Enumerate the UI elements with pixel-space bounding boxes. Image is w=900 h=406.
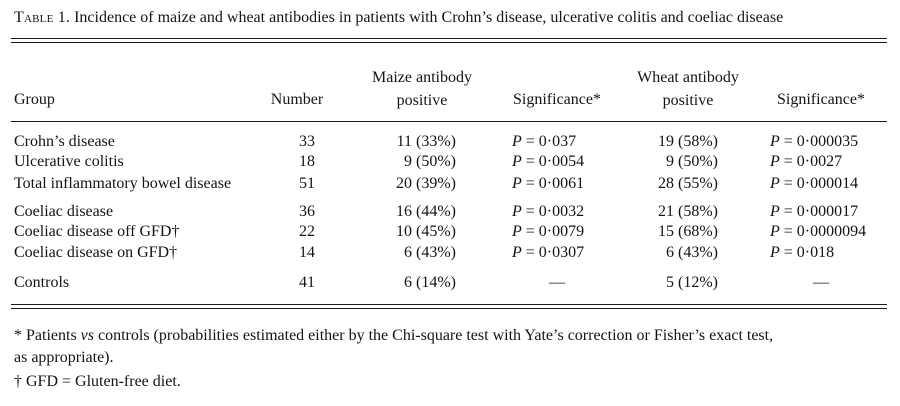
- p-symbol: P: [512, 244, 522, 261]
- cell-wheat-significance: [770, 243, 834, 263]
- cell-maize: 6 (14%): [404, 274, 456, 291]
- p-symbol: P: [770, 223, 780, 240]
- header-group: Group: [14, 91, 55, 108]
- p-symbol: P: [770, 133, 780, 150]
- footnote-significance-line2: as appropriate).: [14, 349, 114, 366]
- p-value: = 0·000035: [783, 133, 859, 150]
- cell-maize-significance: [512, 202, 584, 222]
- table-row: [0, 243, 900, 263]
- p-value: = 0·0027: [783, 153, 843, 170]
- bottom-rule: [11, 304, 887, 305]
- footnote-gfd: † GFD = Gluten-free diet.: [14, 373, 181, 390]
- p-value: = 0·018: [783, 244, 835, 261]
- header-maize-line2: positive: [396, 92, 448, 109]
- cell-maize-significance: [512, 152, 584, 172]
- cell-wheat-significance: [770, 202, 858, 222]
- header-wheat-line2: positive: [662, 92, 714, 109]
- cell-wheat-significance: [770, 174, 858, 194]
- cell-wheat: 6 (43%): [666, 244, 718, 261]
- header-rule: [11, 121, 887, 122]
- cell-wheat: 5 (12%): [666, 274, 718, 291]
- p-symbol: P: [512, 133, 522, 150]
- p-symbol: P: [770, 203, 780, 220]
- table-row: [0, 202, 900, 222]
- cell-number: 41: [299, 274, 315, 291]
- cell-number: 33: [299, 133, 315, 150]
- table-row: [0, 174, 900, 194]
- cell-maize-significance: —: [549, 274, 565, 291]
- footnote-star-rest: controls (probabilities estimated either by the Chi-square test with Yate’s correction or Fisher’s exact test,: [94, 327, 774, 344]
- cell-wheat: 28 (55%): [658, 175, 718, 192]
- p-value: = 0·037: [525, 133, 577, 150]
- cell-group: Controls: [14, 274, 70, 291]
- header-wheat: [618, 66, 758, 112]
- p-value: = 0·0079: [525, 223, 585, 240]
- cell-maize: 9 (50%): [404, 153, 456, 170]
- header-significance-wheat: Significance*: [777, 91, 865, 108]
- cell-maize: 10 (45%): [396, 223, 456, 240]
- cell-group: Coeliac disease on GFD†: [14, 244, 178, 261]
- cell-number: 36: [299, 203, 315, 220]
- footnote-vs: vs: [80, 327, 94, 344]
- cell-group: Ulcerative colitis: [14, 153, 124, 170]
- cell-wheat: 19 (58%): [658, 133, 718, 150]
- footnote-significance: [14, 325, 773, 347]
- p-symbol: P: [512, 153, 522, 170]
- cell-number: 22: [299, 223, 315, 240]
- cell-group: Total inflammatory bowel disease: [14, 175, 232, 192]
- cell-wheat: 15 (68%): [658, 223, 718, 240]
- cell-wheat-significance: [770, 222, 866, 242]
- cell-maize-significance: [512, 132, 576, 152]
- cell-group: Coeliac disease off GFD†: [14, 223, 180, 240]
- p-symbol: P: [512, 175, 522, 192]
- p-value: = 0·0000094: [783, 223, 867, 240]
- cell-maize: 20 (39%): [396, 175, 456, 192]
- p-symbol: P: [770, 153, 780, 170]
- table-row: [0, 132, 900, 152]
- header-number: Number: [270, 91, 324, 108]
- p-value: = 0·000017: [783, 203, 859, 220]
- cell-maize-significance: [512, 243, 584, 263]
- cell-maize: 6 (43%): [404, 244, 456, 261]
- p-symbol: P: [770, 175, 780, 192]
- p-symbol: P: [770, 244, 780, 261]
- cell-wheat: 21 (58%): [658, 203, 718, 220]
- header-wheat-line1: Wheat antibody: [637, 69, 739, 86]
- header-maize-line1: Maize antibody: [372, 69, 472, 86]
- cell-group: Coeliac disease: [14, 203, 114, 220]
- cell-number: 14: [299, 244, 315, 261]
- cell-wheat-significance: —: [813, 274, 829, 291]
- bottom-rule-double: [11, 308, 887, 309]
- p-value: = 0·0054: [525, 153, 585, 170]
- footnote-star-prefix: * Patients: [14, 327, 81, 344]
- cell-number: 18: [299, 153, 315, 170]
- cell-wheat: 9 (50%): [666, 153, 718, 170]
- p-value: = 0·000014: [783, 175, 859, 192]
- table-row: [0, 222, 900, 242]
- cell-maize-significance: [512, 222, 584, 242]
- cell-wheat-significance: [770, 132, 858, 152]
- cell-maize-significance: [512, 174, 584, 194]
- cell-wheat-significance: [770, 152, 842, 172]
- cell-number: 51: [299, 175, 315, 192]
- cell-group: Crohn’s disease: [14, 133, 115, 150]
- p-value: = 0·0061: [525, 175, 585, 192]
- table-row: [0, 152, 900, 172]
- header-significance-maize: Significance*: [513, 91, 601, 108]
- table-row: [0, 273, 900, 293]
- table-caption: [14, 9, 783, 27]
- p-symbol: P: [512, 223, 522, 240]
- top-rule: [11, 38, 887, 39]
- cell-maize: 16 (44%): [396, 203, 456, 220]
- header-maize: [352, 66, 492, 112]
- p-value: = 0·0307: [525, 244, 585, 261]
- p-value: = 0·0032: [525, 203, 585, 220]
- top-rule-double: [11, 42, 887, 43]
- p-symbol: P: [512, 203, 522, 220]
- cell-maize: 11 (33%): [396, 133, 456, 150]
- table-caption-text: Incidence of maize and wheat antibodies in patients with Crohn’s disease, ulcerative colitis and coeliac disease: [74, 9, 784, 26]
- table-label: Table 1.: [14, 9, 71, 26]
